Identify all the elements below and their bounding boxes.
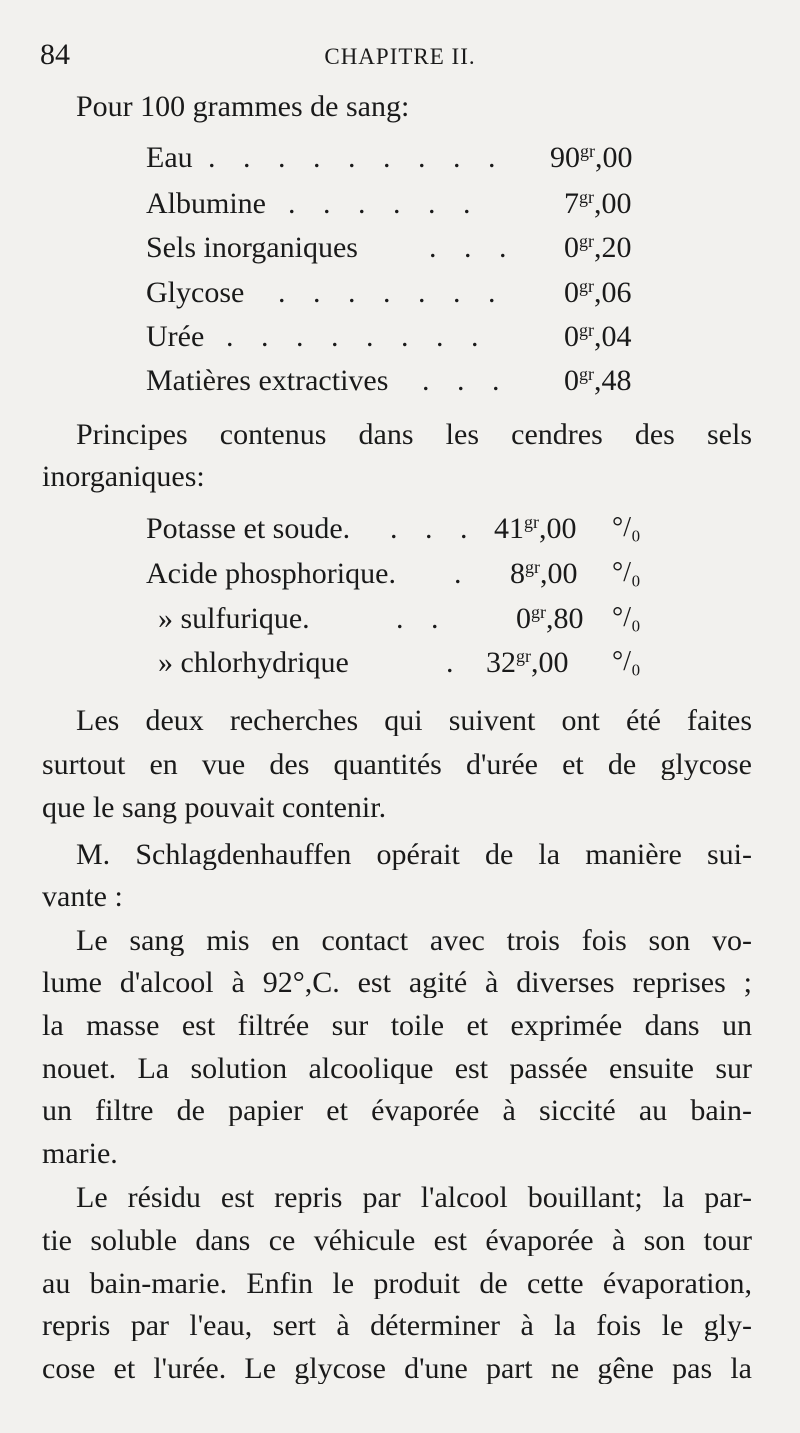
paragraph-line: Le résidu est repris par l'alcool bouillant; la par- — [76, 1183, 752, 1213]
row-value: $0^{gr},20$ — [564, 231, 632, 264]
row-label: » sulfurique. — [158, 602, 310, 635]
table2-heading-line: inorganiques: — [42, 460, 205, 493]
leader-dots: . . . . . . . . — [226, 320, 489, 353]
paragraph-line: au bain-marie. Enfin le produit de cette évaporation, — [42, 1269, 752, 1299]
row-value: $8^{gr},00$ — [510, 557, 578, 590]
row-label: Glycose — [146, 276, 245, 309]
paragraph-line: que le sang pouvait contenir. — [42, 791, 387, 824]
leader-dots: . . . — [429, 231, 517, 264]
paragraph-line: marie. — [42, 1137, 118, 1170]
paragraph-line: vante : — [42, 880, 123, 913]
leader-dots: . . . . . . . — [278, 276, 506, 309]
leader-dots: . — [454, 557, 472, 590]
leader-dots: . . . . . . . . . — [208, 141, 506, 174]
paragraph-line: cose et l'urée. Le glycose d'une part ne gêne pas la — [42, 1354, 752, 1384]
leader-dots: . . . — [422, 364, 510, 397]
row-label: Eau — [146, 141, 193, 174]
row-label: Potasse et soude. — [146, 512, 351, 545]
row-value: $0^{gr},04$ — [564, 320, 632, 353]
leader-dots: . — [446, 646, 464, 679]
row-label: Urée — [146, 320, 205, 353]
percent-sign: °/₀ — [612, 512, 641, 543]
leader-dots: . . . — [390, 512, 478, 545]
row-label: Matières extractives — [146, 364, 389, 397]
table2-heading-line: Principes contenus dans les cendres des sels — [76, 420, 752, 450]
paragraph-line: repris par l'eau, sert à déterminer à la fois le gly- — [42, 1311, 752, 1341]
percent-sign: °/₀ — [612, 602, 641, 633]
paragraph-line: lume d'alcool à 92°,C. est agité à diverses reprises ; — [42, 968, 752, 998]
paragraph-line: tie soluble dans ce véhicule est évaporée à son tour — [42, 1226, 752, 1256]
paragraph-line: nouet. La solution alcoolique est passée ensuite sur — [42, 1054, 752, 1084]
row-label: » chlorhydrique — [158, 646, 349, 679]
page-header — [0, 38, 800, 78]
row-label: Acide phosphorique. — [146, 557, 396, 590]
row-value: $32^{gr},00$ — [486, 646, 569, 679]
row-value: $0^{gr},06$ — [564, 276, 632, 309]
percent-sign: °/₀ — [612, 646, 641, 677]
leader-dots: . . . . . . — [288, 187, 481, 220]
paragraph-line: la masse est filtrée sur toile et exprimée dans un — [42, 1011, 752, 1041]
table1-heading: Pour 100 grammes de sang: — [76, 90, 410, 123]
row-value: $41^{gr},00$ — [494, 512, 577, 545]
paragraph-line: M. Schlagdenhauffen opérait de la manière sui- — [76, 840, 752, 870]
paragraph-line: un filtre de papier et évaporée à siccité au bain- — [42, 1096, 752, 1126]
running-head: CHAPITRE II. — [324, 44, 476, 69]
row-label: Sels inorganiques — [146, 231, 358, 264]
row-value: $0^{gr},80$ — [516, 602, 584, 635]
page-number: 84 — [40, 38, 70, 71]
paragraph-line: Les deux recherches qui suivent ont été faites — [76, 706, 752, 736]
row-label: Albumine — [146, 187, 266, 220]
leader-dots: . . — [396, 602, 449, 635]
paragraph-line: Le sang mis en contact avec trois fois son vo- — [76, 926, 752, 956]
paragraph-line: surtout en vue des quantités d'urée et de glycose — [42, 750, 752, 780]
row-value: $0^{gr},48$ — [564, 364, 632, 397]
percent-sign: °/₀ — [612, 557, 641, 588]
row-value: $7^{gr},00$ — [564, 187, 632, 220]
row-value: $90^{gr},00$ — [550, 141, 633, 174]
